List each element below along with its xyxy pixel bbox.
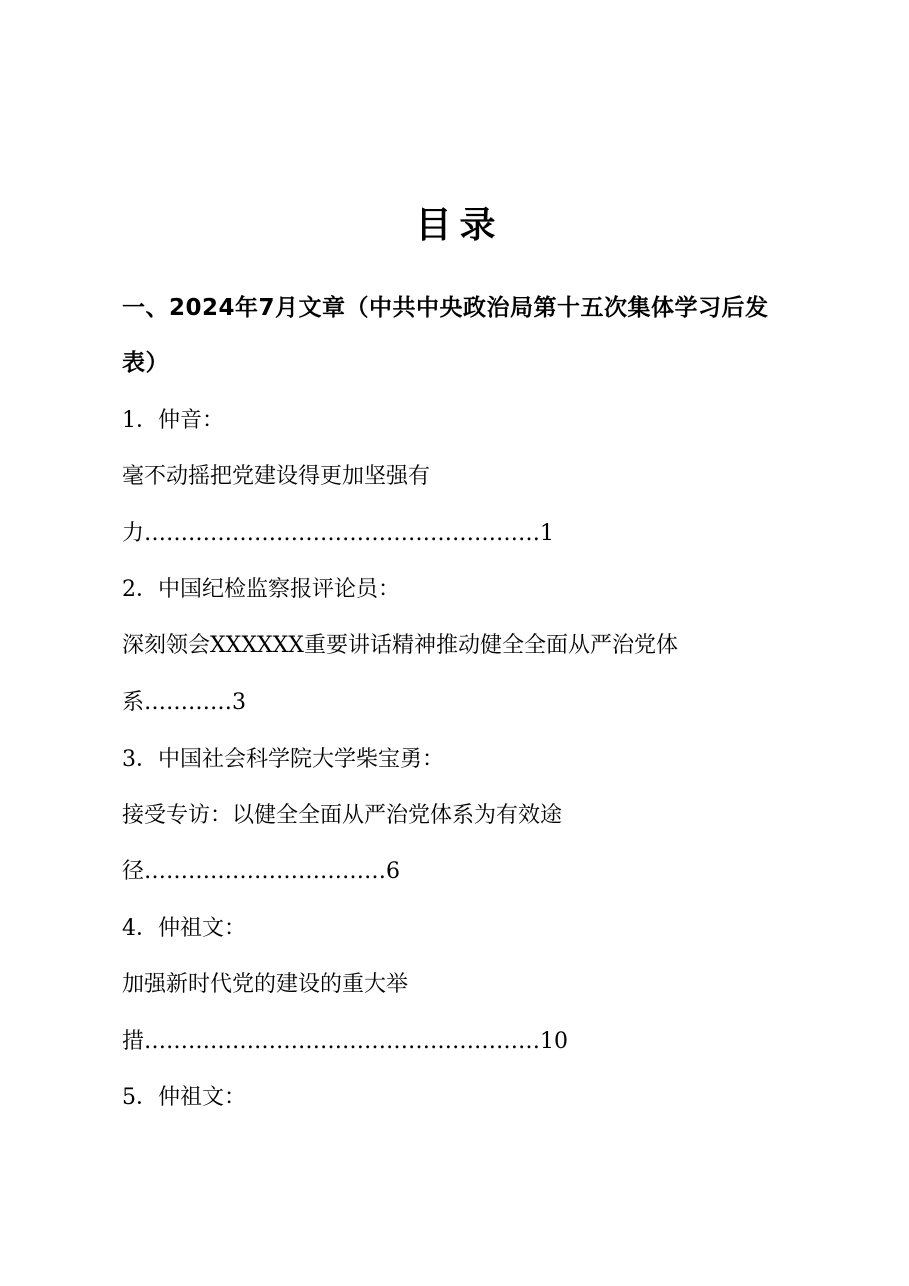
- toc-entry-2-leader-and-page: 系…………3: [122, 690, 246, 715]
- toc-entry-3-author: 3．中国社会科学院大学柴宝勇：: [122, 747, 444, 772]
- toc-entry-4-title: 加强新时代党的建设的重大举: [122, 972, 409, 997]
- toc-entry-2-title: 深刻领会XXXXXX重要讲话精神推动健全全面从严治党体: [122, 633, 678, 658]
- toc-entry-1-leader-and-page: 力………………………………………………1: [122, 521, 554, 546]
- toc-entry-1-title: 毫不动摇把党建设得更加坚强有: [122, 464, 431, 489]
- toc-entry-2-author: 2．中国纪检监察报评论员：: [122, 577, 400, 602]
- toc-entry-5-author: 5．仲祖文：: [122, 1085, 246, 1110]
- section-heading-line-1: 一、2024年7月文章（中共中央政治局第十五次集体学习后发: [122, 295, 769, 321]
- toc-title: 目录: [415, 205, 504, 246]
- toc-entry-1-author: 1．仲音：: [122, 408, 224, 433]
- toc-entry-4-author: 4．仲祖文：: [122, 916, 246, 941]
- section-heading-line-2: 表）: [122, 350, 169, 376]
- toc-entry-3-title: 接受专访：以健全全面从严治党体系为有效途: [122, 803, 563, 828]
- toc-entry-3-leader-and-page: 径……………………………6: [122, 859, 400, 884]
- toc-entry-4-leader-and-page: 措………………………………………………10: [122, 1029, 568, 1054]
